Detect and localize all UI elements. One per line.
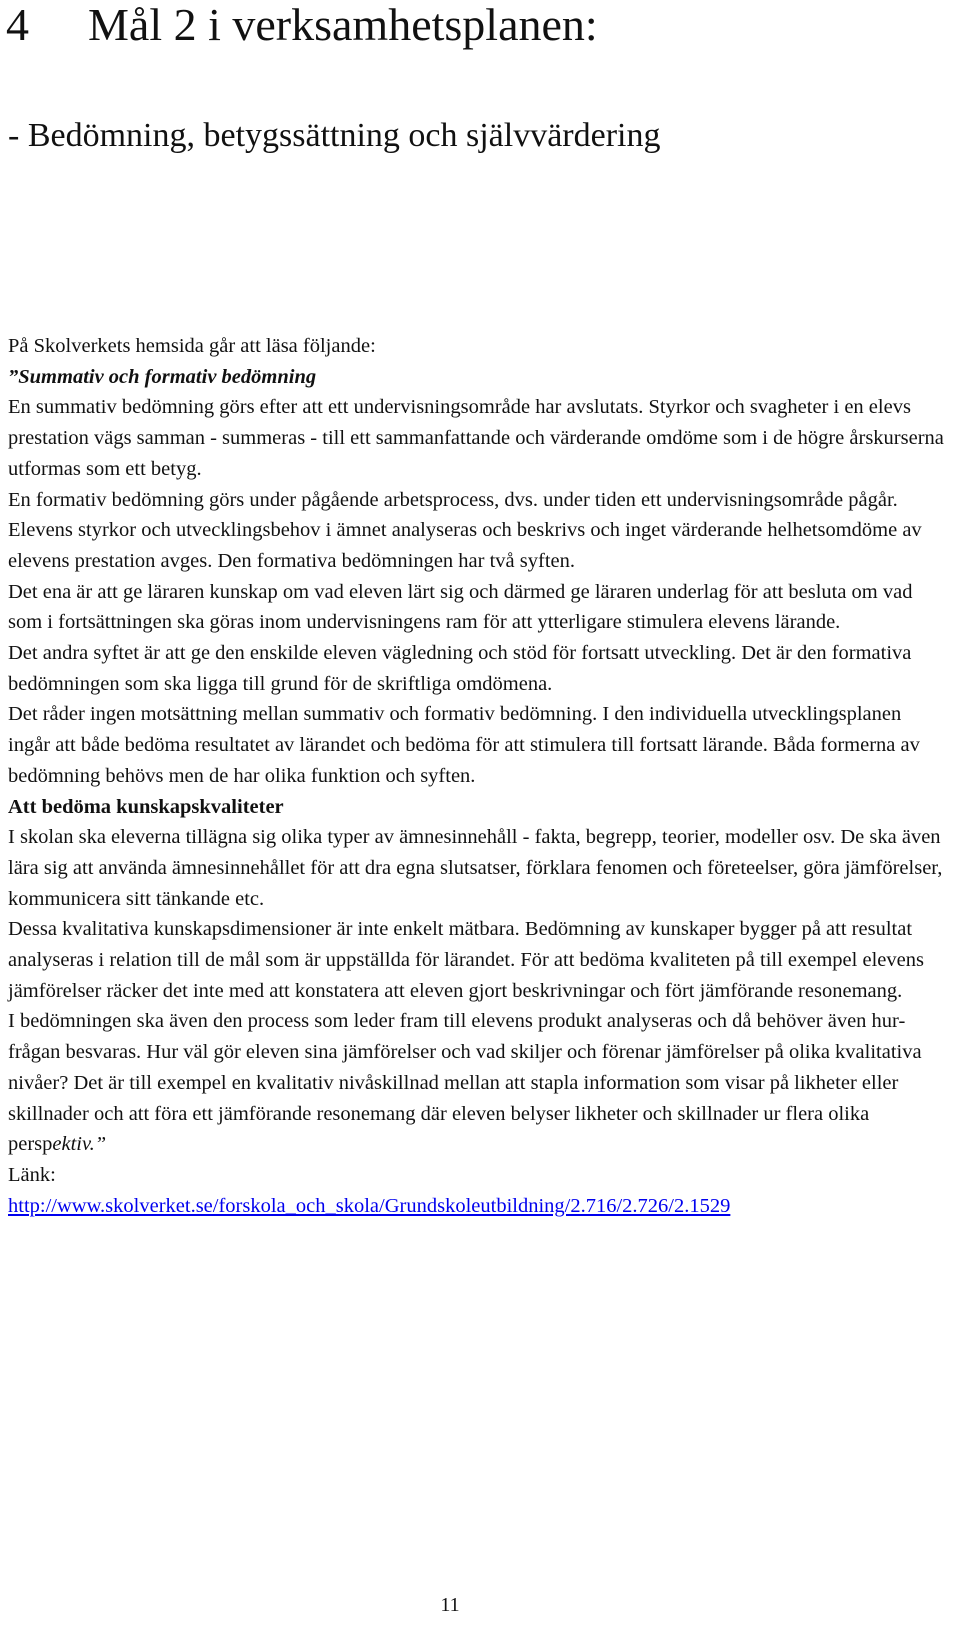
paragraph-formative: En formativ bedömning görs under pågående arbetsprocess, dvs. under tiden ett undervisningsområde pågår. Elevens styrkor och utvecklingsbehov i ämnet analyseras och beskrivs och inget värderande helhetsomdöme av elevens prestation avges. Den formativa bedömningen har två syften. <box>8 488 922 572</box>
paragraph-no-contradiction: Det råder ingen motsättning mellan summativ och formativ bedömning. I den individuella utvecklingsplanen ingår att både bedöma resultatet av lärandet och bedöma för att stimulera till fortsatt lärande. Båda formerna av bedömning behövs men de har olika funktion och syften. <box>8 703 920 787</box>
paragraph-process-text: I bedömningen ska även den process som leder fram till elevens produkt analyseras och då behöver även hur-frågan besvaras. Hur väl gör eleven sina jämförelser och vad skiljer och förenar jämförelser på olika kvalitativa nivåer? Det är till exempel en kvalitativ nivåskillnad mellan att stapla information som visar på likheter eller skillnader och att föra ett jämförande resonemang där eleven belyser likheter och skillnader ur flera olika persp <box>8 1010 922 1156</box>
skolverket-link[interactable]: http://www.skolverket.se/forskola_och_skola/Grundskoleutbildning/2.716/2.726/2.1529 <box>8 1194 731 1217</box>
paragraph-qualitative-dimensions: Dessa kvalitativa kunskapsdimensioner är inte enkelt mätbara. Bedömning av kunskaper bygger på att resultat analyseras i relation till de mål som är uppställda för lärandet. För att bedöma kvaliteten på till exempel elevens jämförelser räcker det inte med att konstatera att eleven gjort beskrivningar och fört jämförande resonemang. <box>8 918 924 1002</box>
paragraph-process-italic-end: ektiv.” <box>52 1133 107 1156</box>
link-label: Länk: <box>8 1163 56 1186</box>
chapter-title: Mål 2 i verksamhetsplanen: <box>88 0 598 50</box>
paragraph-second-purpose: Det andra syftet är att ge den enskilde eleven vägledning och stöd för fortsatt utveckling. Det är den formativa bedömningen som ska ligga till grund för de skriftliga omdömena. <box>8 642 912 695</box>
section-heading: Att bedöma kunskapskvaliteter <box>8 795 284 818</box>
link-line <box>8 1191 948 1222</box>
chapter-number: 4 <box>6 0 29 50</box>
chapter-subheading: - Bedömning, betygssättning och självvärdering <box>8 117 661 154</box>
paragraph-process-assessment <box>8 1006 948 1160</box>
paragraph-content-types: I skolan ska eleverna tillägna sig olika typer av ämnesinnehåll - fakta, begrepp, teorier, modeller osv. De ska även lära sig att använda ämnesinnehållet för att dra egna slutsatser, förklara fenomen och företeelser, göra jämförelser, kommunicera sitt tänkande etc. <box>8 826 943 910</box>
quote-title: ”Summativ och formativ bedömning <box>8 365 317 388</box>
paragraph-first-purpose: Det ena är att ge läraren kunskap om vad eleven lärt sig och därmed ge läraren underlag för att besluta om vad som i fortsättningen ska göras inom undervisningens ram för att ytterligare stimulera elevens lärande. <box>8 580 913 634</box>
chapter-heading <box>6 0 598 50</box>
paragraph-summative: En summativ bedömning görs efter att ett undervisningsområde har avslutats. Styrkor och svagheter i en elevs prestation vägs samman - summeras - till ett sammanfattande och värderande omdöme som i de högre årskurserna utformas som ett betyg. <box>8 396 944 480</box>
intro-line: På Skolverkets hemsida går att läsa följande: <box>8 335 376 357</box>
page-number: 11 <box>440 1594 460 1616</box>
document-body <box>8 331 948 1221</box>
